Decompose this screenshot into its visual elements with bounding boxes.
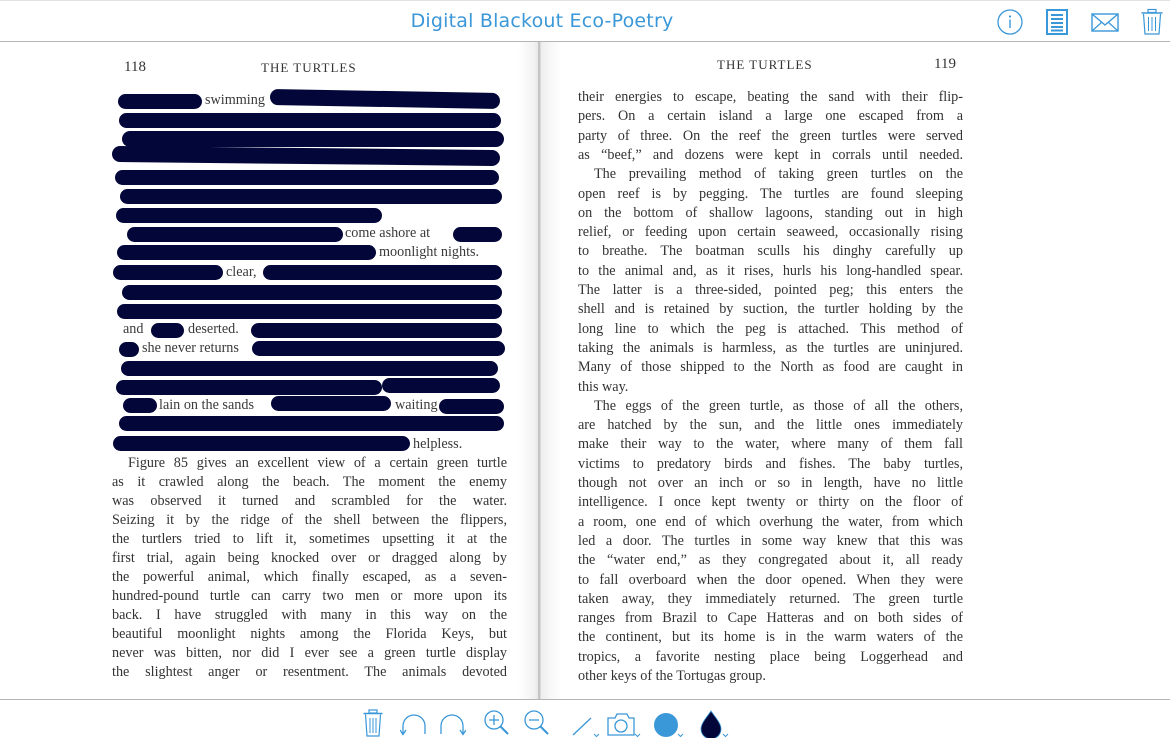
text-line: though not over an inch or so in length, have no little xyxy=(578,475,963,491)
zoom-out-icon[interactable] xyxy=(523,708,551,738)
ink-drop-icon[interactable] xyxy=(698,708,732,738)
page-number: 118 xyxy=(124,59,146,75)
blackout-stroke[interactable] xyxy=(119,342,139,357)
blackout-stroke[interactable] xyxy=(119,113,501,128)
text-line: victims to predatory birds and fishes. The baby turtles, xyxy=(578,455,963,472)
redo-icon[interactable] xyxy=(438,708,466,738)
poem-word: clear, xyxy=(226,264,257,280)
text-line: ranges from Brazil to Cape Hatteras and on both sides of xyxy=(578,610,963,627)
blackout-stroke[interactable] xyxy=(270,89,500,109)
text-line: the powerful animal, which finally escaped, as a seven- xyxy=(112,569,507,585)
mail-icon[interactable] xyxy=(1091,8,1119,36)
text-line: The latter is a three-sided, pointed peg; this enters the xyxy=(578,282,963,298)
text-line: long line to which the peg is attached. This method of xyxy=(578,320,963,337)
text-line: make their way to the water, where many of them fall xyxy=(578,436,963,453)
text-line: the turtlers tried to lift it, sometimes upsetting it at the xyxy=(112,531,507,547)
text-line: hundred-pound turtle can carry two men or more upon its xyxy=(112,588,507,604)
text-line: back. I have struggled with many in this way on the xyxy=(112,607,507,623)
blackout-stroke[interactable] xyxy=(439,399,504,414)
line-tool-icon[interactable] xyxy=(570,708,602,738)
book-spine xyxy=(518,42,562,699)
text-line: led a door. The turtles in some way knew that this was xyxy=(578,532,963,549)
text-line: to the animal and, as it rises, hurls his long-handled spear. xyxy=(578,262,963,279)
text-line: as “beef,” and dozens were kept in corrals until needed. xyxy=(578,146,963,163)
blackout-stroke[interactable] xyxy=(123,398,157,413)
app-title: Digital Blackout Eco-Poetry xyxy=(410,10,674,32)
text-line: on the bottom of shallow lagoons, standing out in high xyxy=(578,204,963,221)
bottom-toolbar xyxy=(0,699,1170,751)
app-header xyxy=(0,0,1170,42)
undo-icon[interactable] xyxy=(400,708,428,738)
text-line: intelligence. I once kept twenty or thirty on the floor of xyxy=(578,494,963,511)
color-picker-icon[interactable] xyxy=(653,708,687,738)
blackout-stroke[interactable] xyxy=(271,396,391,411)
blackout-stroke[interactable] xyxy=(122,285,502,300)
text-line: their energies to escape, beating the sand with their flip- xyxy=(578,89,963,105)
poem-word: she never returns xyxy=(142,340,239,356)
text-line: The eggs of the green turtle, as those of all the others, xyxy=(594,397,963,414)
text-line: Seizing it by the ridge of the shell between the flippers, xyxy=(112,512,507,528)
blackout-stroke[interactable] xyxy=(151,323,184,338)
blackout-stroke[interactable] xyxy=(115,170,499,185)
blackout-stroke[interactable] xyxy=(251,323,502,338)
text-line: the slightest anger or resentment. The animals devoted xyxy=(112,664,507,680)
camera-icon[interactable] xyxy=(606,708,642,738)
right-running-head xyxy=(578,57,963,75)
poem-word: come ashore at xyxy=(345,225,431,241)
text-line: are hatched by the sun, and the little ones immediately xyxy=(578,417,963,434)
text-line: party of three. On the reef the green turtles were served xyxy=(578,127,963,144)
blackout-stroke[interactable] xyxy=(116,208,382,223)
text-line: open reef is by pegging. The turtles are found sleeping xyxy=(578,185,963,202)
text-line: The prevailing method of taking green turtles on the xyxy=(594,166,963,183)
text-line: shell and is retained by suction, the turtler holding by the xyxy=(578,301,963,318)
poem-word: waiting xyxy=(395,397,438,413)
blackout-stroke[interactable] xyxy=(127,227,343,242)
text-line: the continent, but its home is in the warm waters of the xyxy=(578,629,963,646)
poem-word: and xyxy=(123,321,144,337)
left-page[interactable] xyxy=(112,42,507,699)
blackout-stroke[interactable] xyxy=(113,436,410,451)
blackout-stroke[interactable] xyxy=(252,341,505,356)
poem-word: helpless. xyxy=(413,436,463,452)
blackout-stroke[interactable] xyxy=(119,416,504,431)
running-title: THE TURTLES xyxy=(261,60,357,75)
poem-word: deserted. xyxy=(188,321,239,337)
blackout-stroke[interactable] xyxy=(382,378,500,393)
text-line: this way. xyxy=(578,378,629,395)
poem-word: moonlight nights. xyxy=(379,244,480,260)
document-list-icon[interactable] xyxy=(1043,8,1071,36)
blackout-stroke[interactable] xyxy=(453,227,502,242)
poem-word: swimming xyxy=(205,92,265,108)
text-line: Many of those shipped to the North as food are caught in xyxy=(578,359,963,376)
text-line: relief, or feeding upon certain seaweed, occasionally rising xyxy=(578,224,963,241)
page-number: 119 xyxy=(934,56,956,72)
left-running-head xyxy=(112,60,507,78)
text-line: to fall overboard when the door opened. When they were xyxy=(578,571,963,588)
running-title: THE TURTLES xyxy=(717,57,813,72)
zoom-in-icon[interactable] xyxy=(483,708,511,738)
text-line: was observed it turned and scrambled for the water. xyxy=(112,493,507,509)
text-line: first trial, again being knocked over or dragged along by xyxy=(112,550,507,566)
text-line: as it crawled along the beach. The moment the enemy xyxy=(112,474,507,490)
text-line: never was bitten, nor did I ever see a green turtle display xyxy=(112,645,507,661)
book-spread[interactable] xyxy=(0,42,1170,699)
blackout-stroke[interactable] xyxy=(117,245,376,260)
text-line: beautiful moonlight nights among the Florida Keys, but xyxy=(112,626,507,642)
blackout-stroke[interactable] xyxy=(113,265,223,280)
blackout-stroke[interactable] xyxy=(263,265,502,280)
right-page[interactable] xyxy=(578,42,963,699)
text-line: taking the animals is harmless, as the turtles are uninjured. xyxy=(578,339,963,356)
text-line: tropics, a favorite nesting place being Loggerhead and xyxy=(578,648,963,665)
trash-icon[interactable] xyxy=(1138,8,1166,36)
poem-word: lain on the sands xyxy=(159,397,254,413)
info-icon[interactable] xyxy=(996,8,1024,36)
trash-icon[interactable] xyxy=(362,708,384,738)
text-line: a room, one end of which overhung the water, from which xyxy=(578,513,963,530)
text-line: pers. On a certain island a large one escaped from a xyxy=(578,108,963,125)
blackout-stroke[interactable] xyxy=(122,131,504,147)
text-line: the “water end,” as they congregated about it, all ready xyxy=(578,552,963,569)
text-line: Figure 85 gives an excellent view of a certain green turtle xyxy=(128,455,507,471)
blackout-stroke[interactable] xyxy=(121,361,498,376)
blackout-stroke[interactable] xyxy=(118,94,202,109)
blackout-stroke[interactable] xyxy=(117,304,502,319)
blackout-stroke[interactable] xyxy=(112,146,500,166)
text-line: taken away, they immediately returned. The green turtle xyxy=(578,590,963,607)
text-line: to breathe. The boatman sculls his dinghy carefully up xyxy=(578,243,963,260)
blackout-stroke[interactable] xyxy=(120,189,502,204)
text-line: other keys of the Tortugas group. xyxy=(578,668,766,684)
blackout-stroke[interactable] xyxy=(116,380,382,395)
